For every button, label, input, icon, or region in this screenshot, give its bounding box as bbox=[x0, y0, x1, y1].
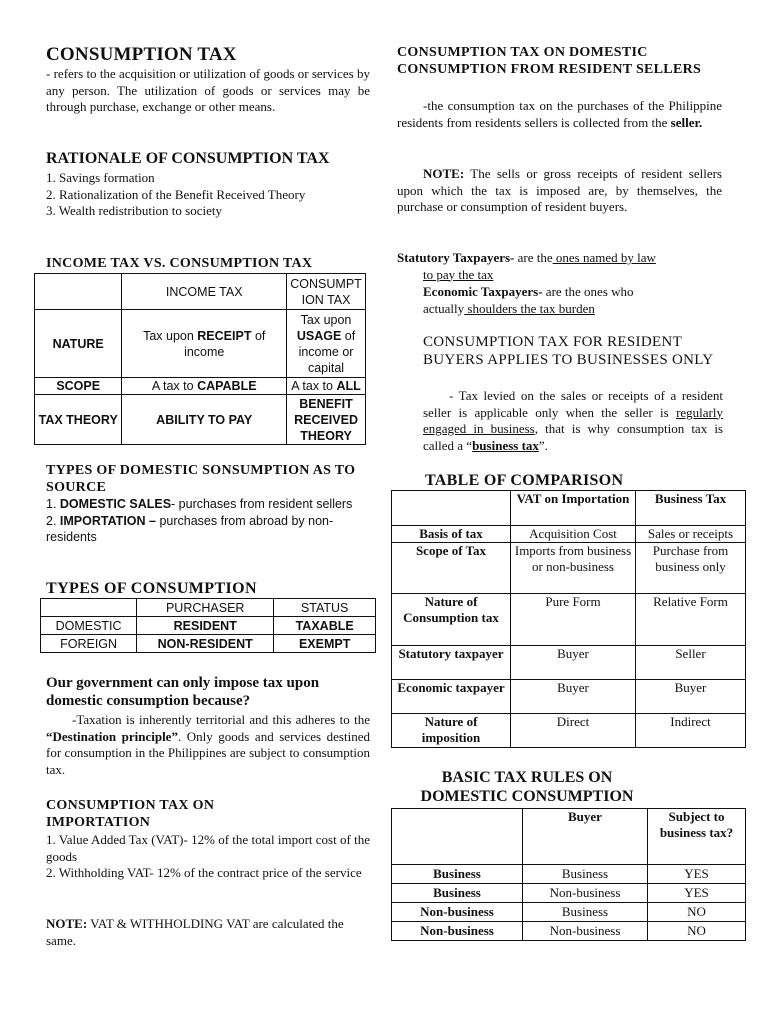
table-row bbox=[392, 491, 746, 526]
paragraph-bold: seller. bbox=[670, 114, 703, 130]
term-text: actually bbox=[423, 300, 465, 316]
table-header: CONSUMPT ION TAX bbox=[287, 274, 366, 310]
table-cell: Sales or receipts bbox=[636, 526, 746, 543]
table-cell bbox=[35, 274, 122, 310]
table-cell: ABILITY TO PAY bbox=[122, 395, 287, 445]
answer-text: -Taxation is inherently territorial and this adheres to the bbox=[72, 712, 370, 727]
term-text: are the ones who bbox=[542, 284, 634, 299]
table-row bbox=[41, 617, 376, 635]
table-cell: YES bbox=[648, 865, 746, 884]
table-row bbox=[35, 378, 366, 395]
table-row bbox=[41, 599, 376, 617]
table-header: VAT on Importation bbox=[511, 491, 636, 526]
table-header: STATUS bbox=[274, 599, 376, 617]
row-label: Business bbox=[392, 884, 523, 903]
cell-text: A tax to bbox=[151, 379, 198, 393]
table-cell: Indirect bbox=[636, 714, 746, 748]
note-label: NOTE: bbox=[423, 166, 465, 181]
note-label: NOTE: bbox=[46, 916, 88, 931]
resident-buyers-title: CONSUMPTION TAX FOR RESIDENT BUYERS APPLIES TO BUSINESSES ONLY bbox=[423, 334, 714, 368]
rationale-item: 2. Rationalization of the Benefit Received Theory bbox=[46, 186, 306, 202]
importation-note bbox=[46, 916, 346, 949]
paragraph-text: , that is why consumption tax is called a “ bbox=[423, 421, 723, 453]
resident-note bbox=[397, 166, 722, 216]
answer-bold: “Destination principle” bbox=[46, 728, 178, 744]
cell-text: Tax upon bbox=[143, 328, 198, 343]
row-label: Statutory taxpayer bbox=[392, 646, 511, 680]
table-header: Buyer bbox=[523, 809, 648, 865]
table-cell: Buyer bbox=[511, 646, 636, 680]
table-row bbox=[392, 680, 746, 714]
table-cell: NO bbox=[648, 922, 746, 941]
table-row bbox=[392, 714, 746, 748]
table-cell: Purchase from business only bbox=[636, 543, 746, 594]
item-bold: IMPORTATION – bbox=[59, 513, 156, 528]
types-of-consumption-table bbox=[40, 598, 376, 653]
table-row bbox=[392, 922, 746, 941]
rationale-title: RATIONALE OF CONSUMPTION TAX bbox=[46, 150, 330, 167]
table-header: Subject to business tax? bbox=[648, 809, 746, 865]
table-row bbox=[35, 274, 366, 310]
rationale-list bbox=[46, 170, 305, 220]
table-row bbox=[392, 526, 746, 543]
table-row bbox=[41, 635, 376, 653]
importation-item: 1. Value Added Tax (VAT)- 12% of the total import cost of the goods bbox=[46, 832, 370, 864]
cell-bold: RECEIPT bbox=[197, 328, 252, 343]
row-label-nature: NATURE bbox=[35, 310, 122, 378]
answer-text: . Only goods and services destined for consumption in the Philippines are subject to consumption tax. bbox=[46, 728, 370, 777]
paragraph-text: ”. bbox=[538, 437, 548, 453]
comparison-table bbox=[391, 490, 746, 748]
basic-tax-rules-table bbox=[391, 808, 746, 941]
table-cell: Imports from business or non-business bbox=[511, 543, 636, 594]
table-cell: NON-RESIDENT bbox=[137, 635, 274, 653]
table-cell: YES bbox=[648, 884, 746, 903]
table-cell: BENEFIT RECEIVED THEORY bbox=[287, 395, 366, 445]
table-cell: Pure Form bbox=[511, 594, 636, 646]
table-cell bbox=[122, 310, 287, 378]
table-row bbox=[35, 395, 366, 445]
source-list bbox=[46, 496, 366, 546]
economic-taxpayers bbox=[423, 284, 723, 317]
statutory-line bbox=[397, 250, 722, 267]
resident-buyers-text bbox=[423, 388, 723, 454]
row-label-scope: SCOPE bbox=[35, 378, 122, 395]
item-number: 1. bbox=[46, 497, 60, 511]
basic-tax-rules-title: BASIC TAX RULES ON DOMESTIC CONSUMPTION bbox=[420, 769, 634, 805]
term-text: are the bbox=[514, 250, 553, 265]
note-text: VAT & WITHHOLDING VAT are calculated the same. bbox=[46, 916, 344, 948]
rationale-item: 3. Wealth redistribution to society bbox=[46, 203, 222, 218]
types-of-consumption-title: TYPES OF CONSUMPTION bbox=[46, 580, 257, 597]
row-label: Nature of imposition bbox=[392, 714, 511, 748]
table-cell bbox=[122, 378, 287, 395]
table-cell: Buyer bbox=[511, 680, 636, 714]
term-underline: ones named by law bbox=[552, 250, 656, 265]
row-label: Business bbox=[392, 865, 523, 884]
rationale-item: 1. Savings formation bbox=[46, 170, 155, 185]
item-text: - purchases from resident sellers bbox=[171, 497, 353, 511]
destination-question: Our government can only impose tax upon domestic consumption because? bbox=[46, 675, 320, 709]
table-cell: EXEMPT bbox=[274, 635, 376, 653]
economic-line-2 bbox=[423, 301, 723, 318]
table-row bbox=[392, 903, 746, 922]
row-label: Nature of Consumption tax bbox=[392, 594, 511, 646]
table-cell: Non-business bbox=[523, 884, 648, 903]
table-row bbox=[392, 884, 746, 903]
table-cell: FOREIGN bbox=[41, 635, 137, 653]
table-cell: DOMESTIC bbox=[41, 617, 137, 635]
row-label: Non-business bbox=[392, 903, 523, 922]
table-row bbox=[392, 646, 746, 680]
table-cell bbox=[41, 599, 137, 617]
item-text: purchases from abroad by non-residents bbox=[46, 513, 334, 544]
table-cell bbox=[392, 491, 511, 526]
table-header: INCOME TAX bbox=[122, 274, 287, 310]
item-number: 2. bbox=[46, 513, 60, 528]
statutory-taxpayers bbox=[397, 250, 722, 283]
table-cell: Non-business bbox=[523, 922, 648, 941]
item-bold: DOMESTIC SALES bbox=[59, 497, 172, 511]
income-vs-consumption-table bbox=[34, 273, 366, 445]
table-cell: Seller bbox=[636, 646, 746, 680]
table-row bbox=[392, 865, 746, 884]
cell-bold: ALL bbox=[336, 379, 361, 393]
term-label: Economic Taxpayers- bbox=[423, 284, 543, 299]
table-row bbox=[392, 809, 746, 865]
resident-sellers-title: CONSUMPTION TAX ON DOMESTIC CONSUMPTION FROM RESIDENT SELLERS bbox=[397, 45, 702, 77]
paragraph-text: - Tax levied on the sales or receipts of a resident seller is applicable only when the seller is bbox=[423, 388, 723, 420]
importation-list bbox=[46, 832, 370, 882]
row-label: Basis of tax bbox=[392, 526, 511, 543]
term-label: Statutory Taxpayers- bbox=[397, 250, 515, 265]
consumption-tax-definition: - refers to the acquisition or utilization of goods or services by any person. The utilization of goods or services may be through purchase, exchange or other means. bbox=[46, 66, 370, 114]
paragraph-text: -the consumption tax on the purchases of the Philippine residents from residents sellers is collected from the bbox=[397, 98, 722, 130]
table-cell: Relative Form bbox=[636, 594, 746, 646]
destination-answer bbox=[46, 712, 370, 778]
table-row bbox=[35, 310, 366, 378]
table-header: Business Tax bbox=[636, 491, 746, 526]
cell-text: Tax upon bbox=[300, 312, 352, 327]
cell-text: of income bbox=[184, 328, 266, 359]
row-label-tax-theory: TAX THEORY bbox=[35, 395, 122, 445]
row-label: Economic taxpayer bbox=[392, 680, 511, 714]
paragraph-bold-underline: business tax bbox=[472, 437, 539, 453]
table-cell: Buyer bbox=[636, 680, 746, 714]
consumption-tax-title: CONSUMPTION TAX bbox=[46, 44, 237, 65]
table-row bbox=[392, 594, 746, 646]
row-label: Non-business bbox=[392, 922, 523, 941]
table-cell: TAXABLE bbox=[274, 617, 376, 635]
table-row bbox=[392, 543, 746, 594]
term-underline: shoulders the tax burden bbox=[464, 300, 595, 316]
source-item-importation bbox=[46, 513, 366, 546]
table-cell bbox=[392, 809, 523, 865]
cell-text: of income or capital bbox=[298, 328, 356, 375]
resident-sellers-text bbox=[397, 98, 722, 131]
table-cell bbox=[287, 378, 366, 395]
types-source-title: TYPES OF DOMESTIC SONSUMPTION AS TO SOURCE bbox=[46, 463, 356, 495]
table-cell: Business bbox=[523, 903, 648, 922]
paragraph-underline: regularly engaged in business bbox=[423, 404, 723, 436]
table-of-comparison-title: TABLE OF COMPARISON bbox=[425, 472, 624, 489]
table-cell: NO bbox=[648, 903, 746, 922]
importation-title: CONSUMPTION TAX ON IMPORTATION bbox=[46, 798, 215, 830]
table-cell: RESIDENT bbox=[137, 617, 274, 635]
table-header: PURCHASER bbox=[137, 599, 274, 617]
table-cell bbox=[287, 310, 366, 378]
row-label: Scope of Tax bbox=[392, 543, 511, 594]
note-text: The sells or gross receipts of resident sellers upon which the tax is imposed are, by themselves, the purchase or consumption of resident buyers. bbox=[397, 166, 722, 214]
cell-bold: USAGE bbox=[296, 328, 342, 343]
statutory-line-2 bbox=[397, 267, 722, 284]
source-item-domestic-sales bbox=[46, 496, 366, 513]
economic-line bbox=[423, 284, 723, 301]
table-cell: Acquisition Cost bbox=[511, 526, 636, 543]
cell-bold: CAPABLE bbox=[197, 379, 257, 393]
income-vs-consumption-title: INCOME TAX VS. CONSUMPTION TAX bbox=[46, 256, 313, 271]
table-cell: Direct bbox=[511, 714, 636, 748]
importation-item: 2. Withholding VAT- 12% of the contract price of the service bbox=[46, 865, 362, 880]
table-cell: Business bbox=[523, 865, 648, 884]
term-underline: to pay the tax bbox=[423, 266, 494, 282]
cell-text: A tax to bbox=[291, 379, 337, 393]
